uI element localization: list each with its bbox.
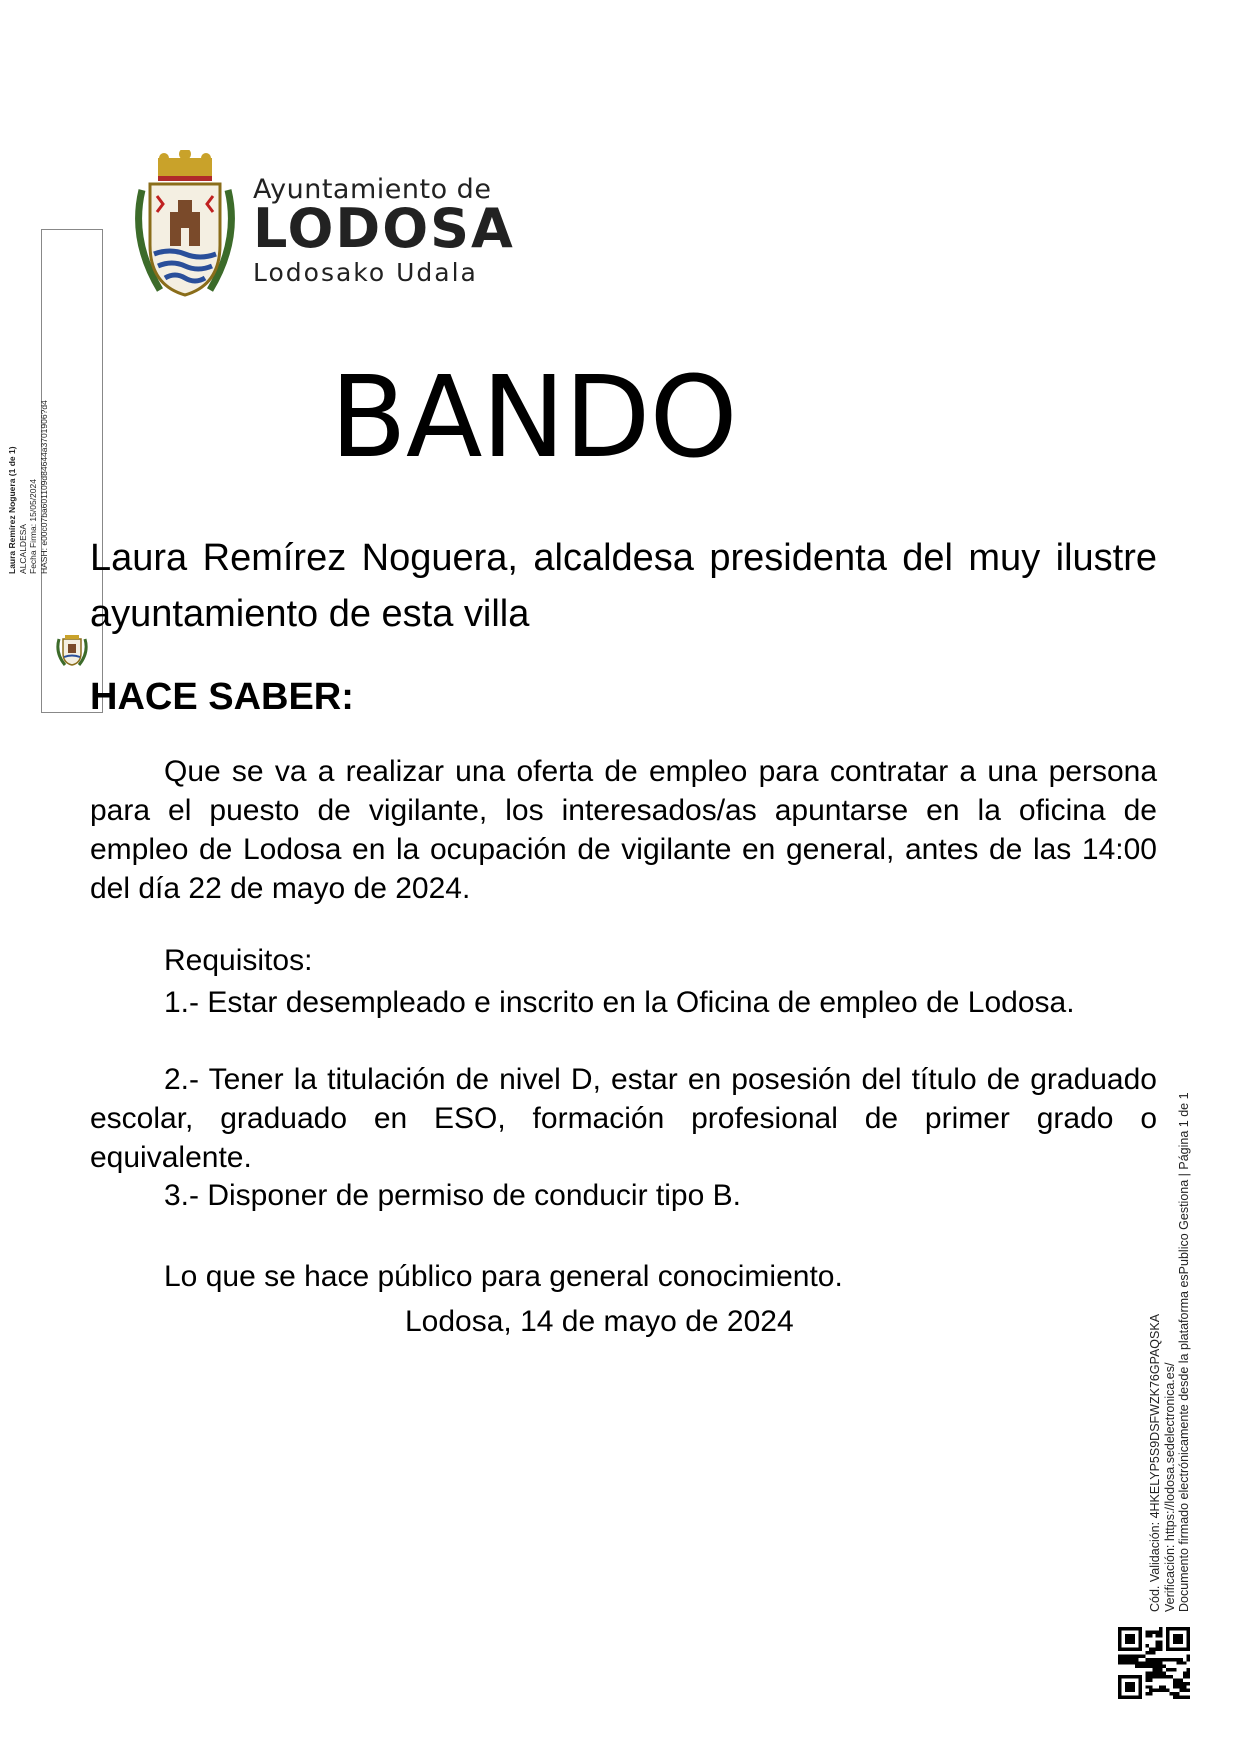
- logo-line3: Lodosako Udala: [253, 258, 478, 287]
- intro-paragraph: Laura Remírez Noguera, alcaldesa presidenta del muy ilustre ayuntamiento de esta villa: [90, 537, 1157, 635]
- logo-line1: Ayuntamiento de: [253, 174, 492, 205]
- requirement-item: 3.- Disponer de permiso de conducir tipo B.: [164, 1179, 741, 1212]
- validation-code: Cód. Validación: 4HKELYP5S9DSFWZK76GPAQSKA: [1148, 1313, 1162, 1612]
- signature-text: [7, 400, 49, 574]
- document-title: BANDO: [330, 353, 737, 483]
- place-date: Lodosa, 14 de mayo de 2024: [405, 1305, 794, 1338]
- signature-date: Fecha Firma: 15/05/2024: [28, 479, 38, 574]
- hace-saber-heading: HACE SABER:: [90, 676, 354, 718]
- signature-hash: HASH: e00c07ba601109d84644a3701906?d4: [38, 400, 49, 574]
- platform-notice: Documento firmado electrónicamente desde la plataforma esPublico Gestiona | Página 1 de 1: [1177, 1092, 1191, 1612]
- requirement-item: 1.- Estar desempleado e inscrito en la Oficina de empleo de Lodosa.: [164, 986, 1075, 1019]
- coat-of-arms-icon: [130, 150, 240, 300]
- verification-url[interactable]: Verificación: https://lodosa.sedelectronica.es/: [1162, 1362, 1177, 1612]
- qr-code-icon[interactable]: [1118, 1627, 1190, 1699]
- signer-name: Laura Remírez Noguera (1 de 1): [7, 446, 17, 574]
- verification-text: [1148, 1092, 1192, 1612]
- closing-paragraph: Lo que se hace público para general conocimiento.: [164, 1260, 843, 1293]
- logo-line2: LODOSA: [253, 197, 515, 260]
- requirements-title: Requisitos:: [164, 944, 313, 977]
- signer-role: ALCALDESA: [17, 523, 28, 574]
- seal-icon: [55, 633, 89, 667]
- requirement-item: 2.- Tener la titulación de nivel D, estar en posesión del título de graduado escolar, graduado en ESO, formación profesional de primer grado o equivalente.: [90, 1063, 1157, 1174]
- announcement-paragraph: Que se va a realizar una oferta de empleo para contratar a una persona para el puesto de vigilante, los interesados/as apuntarse en la oficina de empleo de Lodosa en la ocupación de vigilante en general, antes de las 14:00 del día 22 de mayo de 2024.: [90, 755, 1157, 905]
- municipal-logo: [130, 150, 515, 300]
